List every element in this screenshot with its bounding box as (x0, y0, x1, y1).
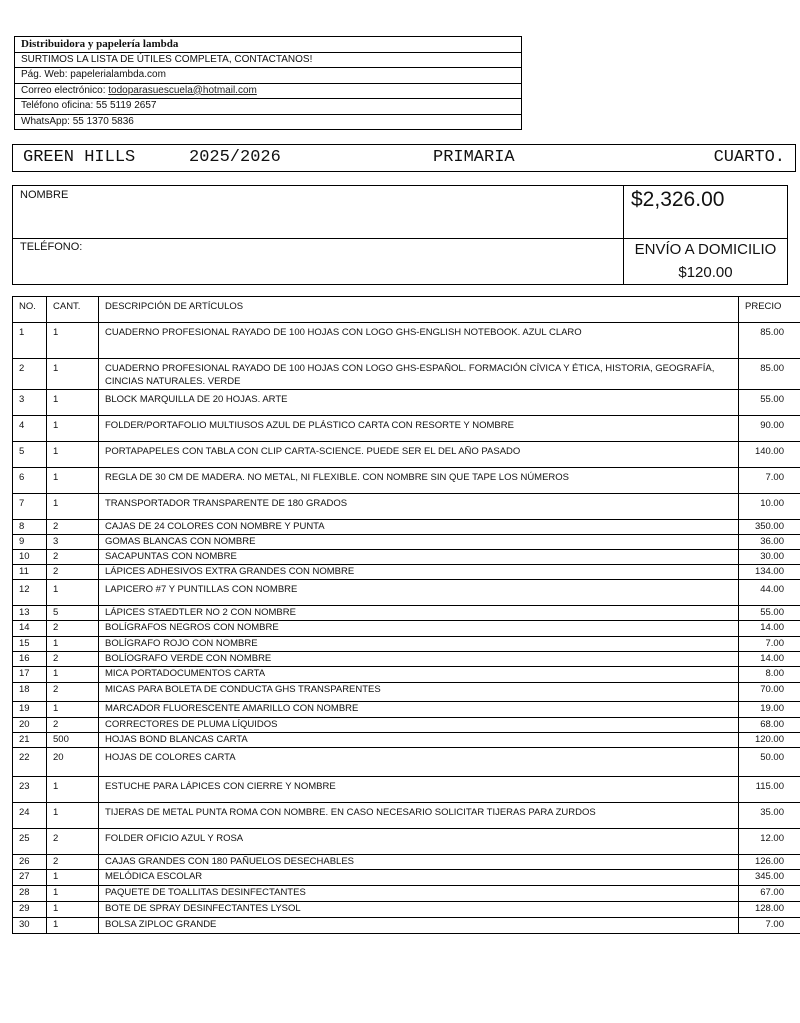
cell-price: 10.00 (739, 494, 800, 520)
email-link[interactable]: todoparasuescuela@hotmail.com (108, 84, 257, 96)
cell-price: 134.00 (739, 565, 800, 580)
cell-desc: MICAS PARA BOLETA DE CONDUCTA GHS TRANSPARENTES (99, 683, 739, 702)
table-row (13, 803, 800, 829)
cell-no: 10 (13, 550, 47, 565)
table-row (13, 870, 800, 886)
table-row (13, 637, 800, 652)
cell-price: 128.00 (739, 902, 800, 918)
cell-desc: FOLDER/PORTAFOLIO MULTIUSOS AZUL DE PLÁSTICO CARTA CON RESORTE Y NOMBRE (99, 416, 739, 442)
table-header-row (13, 297, 800, 323)
cell-price: 30.00 (739, 550, 800, 565)
table-row (13, 323, 800, 359)
cell-price: 8.00 (739, 667, 800, 683)
cell-desc: TIJERAS DE METAL PUNTA ROMA CON NOMBRE. EN CASO NECESARIO SOLICITAR TIJERAS PARA ZURDOS (99, 803, 739, 829)
store-info-box (14, 36, 522, 130)
cell-desc: HOJAS DE COLORES CARTA (99, 748, 739, 777)
school-level: PRIMARIA (433, 148, 515, 167)
cell-no: 24 (13, 803, 47, 829)
cell-desc: SACAPUNTAS CON NOMBRE (99, 550, 739, 565)
cell-desc: BLOCK MARQUILLA DE 20 HOJAS. ARTE (99, 390, 739, 416)
email-label: Correo electrónico: (21, 84, 109, 96)
table-row (13, 777, 800, 803)
store-email-row (15, 84, 521, 100)
cell-price: 44.00 (739, 580, 800, 606)
header-qty: CANT. (47, 297, 99, 323)
cell-desc: FOLDER OFICIO AZUL Y ROSA (99, 829, 739, 855)
cell-desc: LÁPICES STAEDTLER NO 2 CON NOMBRE (99, 606, 739, 621)
header-no: NO. (13, 297, 47, 323)
cell-no: 9 (13, 535, 47, 550)
items-table (12, 296, 800, 934)
cell-price: 7.00 (739, 637, 800, 652)
cell-desc: BOLSA ZIPLOC GRANDE (99, 918, 739, 934)
cell-price: 85.00 (739, 359, 800, 390)
table-row (13, 442, 800, 468)
cell-price: 67.00 (739, 886, 800, 902)
cell-no: 13 (13, 606, 47, 621)
cell-qty: 1 (47, 803, 99, 829)
cell-qty: 1 (47, 777, 99, 803)
cell-desc: PAQUETE DE TOALLITAS DESINFECTANTES (99, 886, 739, 902)
cell-qty: 2 (47, 621, 99, 637)
cell-no: 1 (13, 323, 47, 359)
cell-desc: BOTE DE SPRAY DESINFECTANTES LYSOL (99, 902, 739, 918)
cell-price: 85.00 (739, 323, 800, 359)
cell-no: 11 (13, 565, 47, 580)
school-banner (12, 144, 796, 172)
cell-price: 19.00 (739, 702, 800, 718)
cell-price: 115.00 (739, 777, 800, 803)
table-row (13, 606, 800, 621)
cell-qty: 2 (47, 565, 99, 580)
cell-no: 3 (13, 390, 47, 416)
cell-qty: 1 (47, 667, 99, 683)
cell-price: 50.00 (739, 748, 800, 777)
cell-qty: 1 (47, 468, 99, 494)
table-row (13, 748, 800, 777)
cell-price: 14.00 (739, 652, 800, 667)
cell-no: 19 (13, 702, 47, 718)
cell-no: 8 (13, 520, 47, 535)
cell-no: 6 (13, 468, 47, 494)
cell-desc: CORRECTORES DE PLUMA LÍQUIDOS (99, 718, 739, 733)
cell-qty: 1 (47, 323, 99, 359)
cell-no: 16 (13, 652, 47, 667)
store-whatsapp: WhatsApp: 55 1370 5836 (15, 115, 521, 131)
cell-no: 14 (13, 621, 47, 637)
table-row (13, 886, 800, 902)
cell-desc: MELÓDICA ESCOLAR (99, 870, 739, 886)
table-row (13, 855, 800, 870)
cell-qty: 1 (47, 637, 99, 652)
cell-desc: BOLÍGRAFOS NEGROS CON NOMBRE (99, 621, 739, 637)
table-row (13, 550, 800, 565)
cell-desc: TRANSPORTADOR TRANSPARENTE DE 180 GRADOS (99, 494, 739, 520)
cell-qty: 20 (47, 748, 99, 777)
table-row (13, 565, 800, 580)
cell-price: 7.00 (739, 918, 800, 934)
school-year: 2025/2026 (189, 148, 281, 167)
cell-desc: CUADERNO PROFESIONAL RAYADO DE 100 HOJAS CON LOGO GHS-ESPAÑOL. FORMACIÓN CÍVICA Y ÉTICA, HISTORIA, GEOGRAFÍA, CINCIAS NATURALES. VERDE (99, 359, 739, 390)
header-desc: DESCRIPCIÓN DE ARTÍCULOS (99, 297, 739, 323)
company-name: Distribuidora y papelería lambda (15, 37, 521, 53)
cell-no: 27 (13, 870, 47, 886)
cell-qty: 2 (47, 652, 99, 667)
cell-qty: 500 (47, 733, 99, 748)
cell-price: 55.00 (739, 390, 800, 416)
total-price: $2,326.00 (631, 188, 725, 211)
cell-qty: 1 (47, 580, 99, 606)
cell-price: 35.00 (739, 803, 800, 829)
cell-no: 21 (13, 733, 47, 748)
cell-desc: BOLÍOGRAFO VERDE CON NOMBRE (99, 652, 739, 667)
cell-qty: 1 (47, 886, 99, 902)
cell-desc: CUADERNO PROFESIONAL RAYADO DE 100 HOJAS CON LOGO GHS-ENGLISH NOTEBOOK. AZUL CLARO (99, 323, 739, 359)
table-row (13, 902, 800, 918)
table-row (13, 702, 800, 718)
cell-no: 30 (13, 918, 47, 934)
cell-qty: 2 (47, 683, 99, 702)
cell-no: 17 (13, 667, 47, 683)
cell-desc: REGLA DE 30 CM DE MADERA. NO METAL, NI FLEXIBLE. CON NOMBRE SIN QUE TAPE LOS NÚMEROS (99, 468, 739, 494)
cell-price: 36.00 (739, 535, 800, 550)
table-row (13, 520, 800, 535)
cell-qty: 2 (47, 520, 99, 535)
cell-no: 20 (13, 718, 47, 733)
table-row (13, 359, 800, 390)
cell-qty: 1 (47, 442, 99, 468)
cell-qty: 3 (47, 535, 99, 550)
cell-no: 12 (13, 580, 47, 606)
cell-qty: 1 (47, 390, 99, 416)
table-row (13, 733, 800, 748)
cell-desc: MICA PORTADOCUMENTOS CARTA (99, 667, 739, 683)
cell-price: 140.00 (739, 442, 800, 468)
cell-no: 7 (13, 494, 47, 520)
cell-desc: LÁPICES ADHESIVOS EXTRA GRANDES CON NOMBRE (99, 565, 739, 580)
cell-no: 28 (13, 886, 47, 902)
cell-desc: LAPICERO #7 Y PUNTILLAS CON NOMBRE (99, 580, 739, 606)
cell-desc: CAJAS DE 24 COLORES CON NOMBRE Y PUNTA (99, 520, 739, 535)
table-row (13, 580, 800, 606)
cell-price: 120.00 (739, 733, 800, 748)
table-row (13, 829, 800, 855)
cell-qty: 5 (47, 606, 99, 621)
cell-qty: 1 (47, 702, 99, 718)
cell-qty: 1 (47, 359, 99, 390)
name-label: NOMBRE (20, 189, 69, 201)
cell-no: 29 (13, 902, 47, 918)
cell-price: 7.00 (739, 468, 800, 494)
cell-no: 22 (13, 748, 47, 777)
table-row (13, 494, 800, 520)
cell-no: 2 (13, 359, 47, 390)
cell-desc: HOJAS BOND BLANCAS CARTA (99, 733, 739, 748)
cell-qty: 2 (47, 718, 99, 733)
cell-qty: 2 (47, 855, 99, 870)
cell-price: 350.00 (739, 520, 800, 535)
cell-no: 15 (13, 637, 47, 652)
table-row (13, 667, 800, 683)
header-price: PRECIO (739, 297, 800, 323)
cell-qty: 1 (47, 870, 99, 886)
shipping-label: ENVÍO A DOMICILIO (634, 241, 777, 258)
table-row (13, 621, 800, 637)
cell-price: 126.00 (739, 855, 800, 870)
cell-desc: MARCADOR FLUORESCENTE AMARILLO CON NOMBRE (99, 702, 739, 718)
cell-qty: 2 (47, 550, 99, 565)
table-row (13, 390, 800, 416)
cell-no: 5 (13, 442, 47, 468)
client-horizontal-divider (13, 238, 787, 239)
table-row (13, 468, 800, 494)
cell-no: 23 (13, 777, 47, 803)
table-row (13, 416, 800, 442)
cell-desc: GOMAS BLANCAS CON NOMBRE (99, 535, 739, 550)
cell-price: 68.00 (739, 718, 800, 733)
store-phone: Teléfono oficina: 55 5119 2657 (15, 99, 521, 115)
table-row (13, 652, 800, 667)
cell-qty: 1 (47, 902, 99, 918)
cell-qty: 1 (47, 918, 99, 934)
cell-qty: 1 (47, 416, 99, 442)
cell-desc: PORTAPAPELES CON TABLA CON CLIP CARTA-SCIENCE. PUEDE SER EL DEL AÑO PASADO (99, 442, 739, 468)
cell-no: 18 (13, 683, 47, 702)
cell-price: 90.00 (739, 416, 800, 442)
cell-price: 55.00 (739, 606, 800, 621)
client-info-box (12, 185, 788, 285)
cell-no: 4 (13, 416, 47, 442)
cell-price: 345.00 (739, 870, 800, 886)
store-tagline: SURTIMOS LA LISTA DE ÚTILES COMPLETA, CONTACTANOS! (15, 53, 521, 69)
cell-no: 25 (13, 829, 47, 855)
cell-qty: 1 (47, 494, 99, 520)
cell-price: 12.00 (739, 829, 800, 855)
cell-desc: CAJAS GRANDES CON 180 PAÑUELOS DESECHABLES (99, 855, 739, 870)
cell-desc: BOLÍGRAFO ROJO CON NOMBRE (99, 637, 739, 652)
table-row (13, 918, 800, 934)
cell-desc: ESTUCHE PARA LÁPICES CON CIERRE Y NOMBRE (99, 777, 739, 803)
table-row (13, 683, 800, 702)
table-row (13, 535, 800, 550)
table-row (13, 718, 800, 733)
shipping-price: $120.00 (678, 264, 733, 281)
phone-label: TELÉFONO: (20, 241, 83, 253)
cell-no: 26 (13, 855, 47, 870)
school-name: GREEN HILLS (23, 148, 136, 167)
cell-qty: 2 (47, 829, 99, 855)
cell-price: 70.00 (739, 683, 800, 702)
cell-price: 14.00 (739, 621, 800, 637)
school-grade: CUARTO. (713, 148, 785, 167)
store-website: Pág. Web: papelerialambda.com (15, 68, 521, 84)
